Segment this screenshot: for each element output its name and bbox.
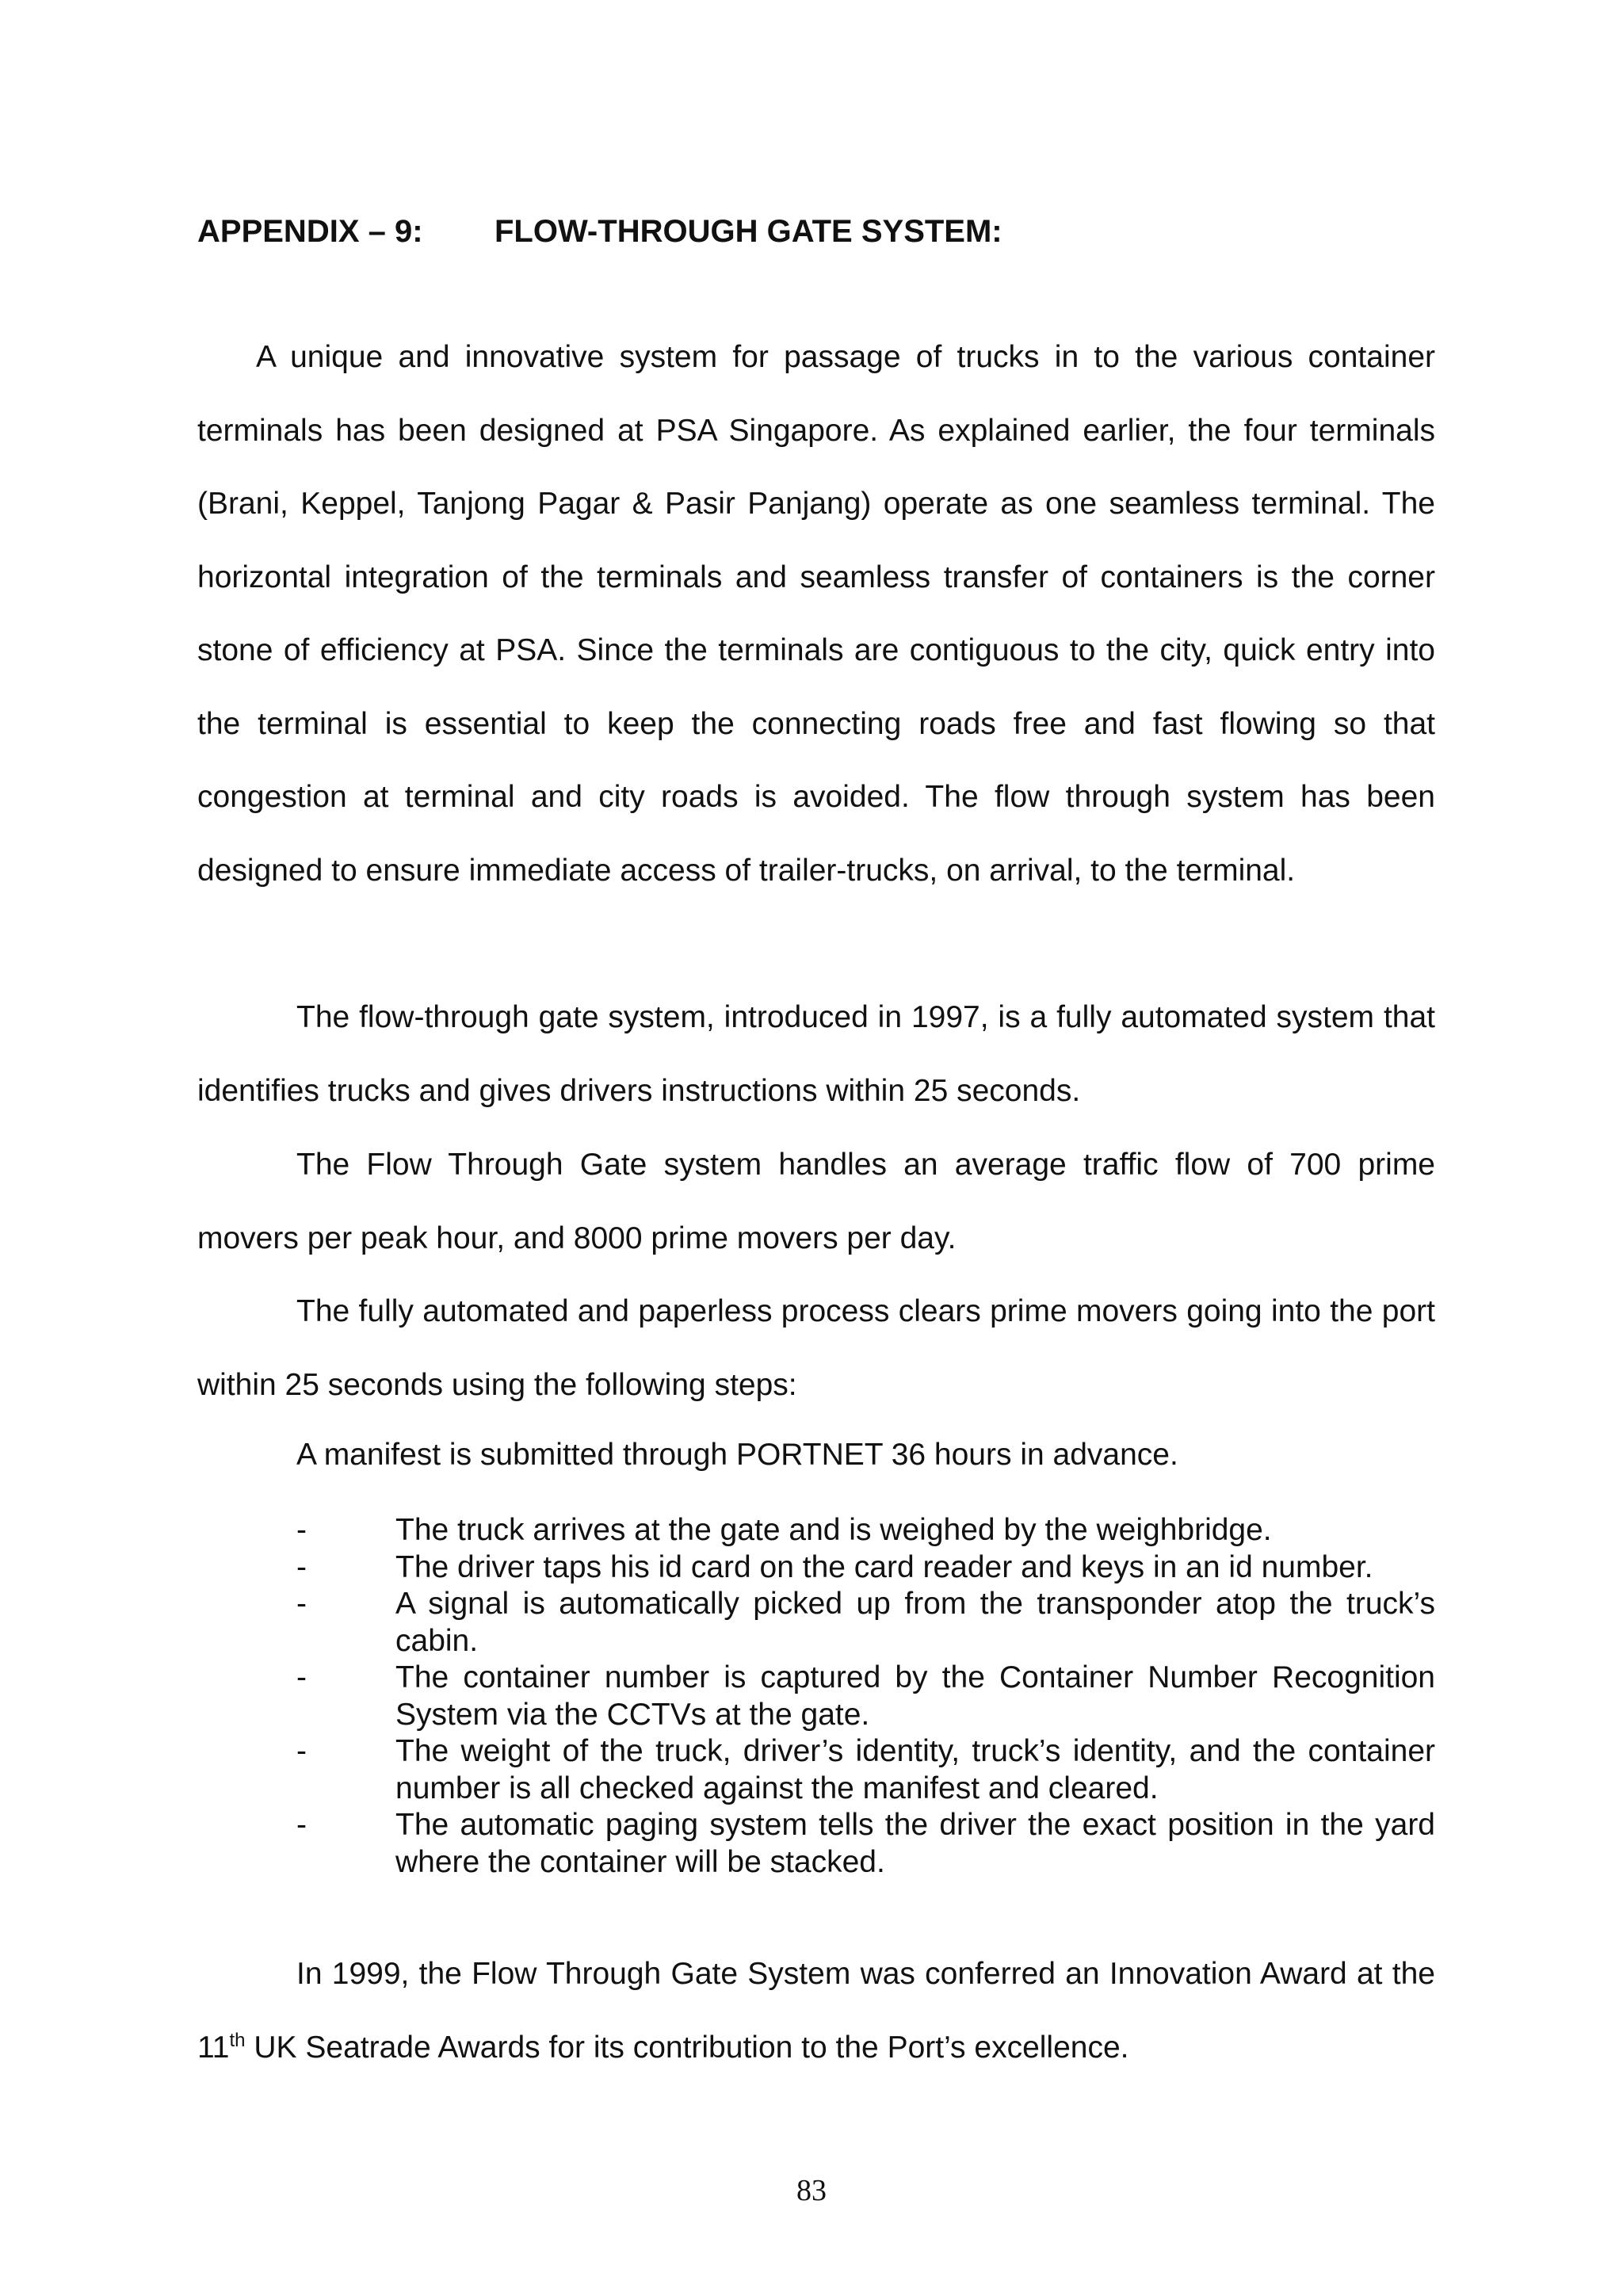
list-item-text: The automatic paging system tells the driver the exact position in the yard where the container will be stacked. xyxy=(395,1808,1435,1879)
bullet-dash: - xyxy=(296,1549,307,1584)
steps-list xyxy=(197,1512,1435,1881)
appendix-title: FLOW-THROUGH GATE SYSTEM: xyxy=(495,214,1002,249)
bullet-dash: - xyxy=(296,1513,307,1547)
ordinal-superscript: th xyxy=(229,2029,246,2051)
bullet-dash: - xyxy=(296,1660,307,1694)
list-item xyxy=(197,1807,1435,1881)
list-item xyxy=(197,1733,1435,1807)
bullet-dash: - xyxy=(296,1734,307,1768)
paragraph-process-steps: The fully automated and paperless process clears prime movers going into the port within 25 seconds using the following steps: xyxy=(197,1294,1435,1402)
list-item-text: A signal is automatically picked up from the transponder atop the truck’s cabin. xyxy=(395,1587,1435,1658)
award-text-after: UK Seatrade Awards for its contribution to the Port’s excellence. xyxy=(245,2030,1129,2065)
bullet-dash: - xyxy=(296,1808,307,1842)
list-item xyxy=(197,1660,1435,1733)
paragraph-manifest: A manifest is submitted through PORTNET 36 hours in advance. xyxy=(296,1438,1178,1472)
paragraph-traffic-flow: The Flow Through Gate system handles an average traffic flow of 700 prime movers per peak hour, and 8000 prime movers per day. xyxy=(197,1148,1435,1255)
list-item xyxy=(197,1512,1435,1549)
award-text-before: In 1999, the Flow Through Gate System was conferred an Innovation Award at the 11 xyxy=(197,1957,1435,2065)
paragraph-introduction-1997: The flow-through gate system, introduced in 1997, is a fully automated system that identifies trucks and gives drivers instructions within 25 seconds. xyxy=(197,1000,1435,1108)
list-item xyxy=(197,1549,1435,1587)
page-number: 83 xyxy=(796,2174,827,2207)
appendix-heading xyxy=(197,212,1002,250)
list-item-text: The weight of the truck, driver’s identity, truck’s identity, and the container number is all checked against the manifest and cleared. xyxy=(395,1734,1435,1805)
list-item-text: The truck arrives at the gate and is weighed by the weighbridge. xyxy=(395,1513,1272,1547)
paragraph-award xyxy=(197,1938,1435,2084)
list-item xyxy=(197,1586,1435,1660)
paragraph-intro: A unique and innovative system for passage of trucks in to the various container terminals has been designed at PSA Singapore. As explained earlier, the four terminals (Brani, Keppel, Tanjong Pagar & Pasir Panjang) operate as one seamless terminal. The horizontal integration of the terminals and seamless transfer of containers is the corner stone of efficiency at PSA. Since the terminals are contiguous to the city, quick entry into the terminal is essential to keep the connecting roads free and fast flowing so that congestion at terminal and city roads is avoided. The flow through system has been designed to ensure immediate access of trailer-trucks, on arrival, to the terminal. xyxy=(197,340,1435,888)
appendix-number: APPENDIX – 9: xyxy=(197,214,423,249)
bullet-dash: - xyxy=(296,1587,307,1621)
list-item-text: The container number is captured by the Container Number Recognition System via the CCTVs at the gate. xyxy=(395,1660,1435,1732)
list-item-text: The driver taps his id card on the card reader and keys in an id number. xyxy=(395,1549,1373,1584)
